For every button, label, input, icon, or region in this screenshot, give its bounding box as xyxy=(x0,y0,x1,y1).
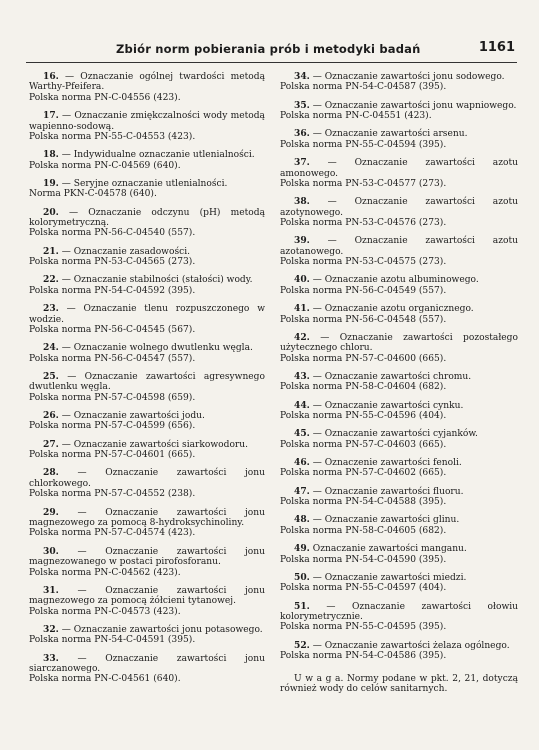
item-description xyxy=(29,625,265,635)
item-description xyxy=(29,440,265,450)
item-text: — Oznaczanie zawartości jonu magnezowego za pomocą żółcieni tytanowej. xyxy=(29,585,265,607)
item-text: — Oznaczanie zawartości azotu azotynowego. xyxy=(280,197,518,218)
norm-reference: Polska norma PN-57-C-04603 (665). xyxy=(280,439,447,450)
list-item xyxy=(29,625,265,646)
item-description xyxy=(29,111,265,132)
list-item xyxy=(29,150,265,171)
norm-reference: Polska norma PN-54-C-04586 (395). xyxy=(280,651,447,662)
item-number: 34. xyxy=(294,71,310,82)
list-item xyxy=(29,372,265,403)
item-text: — Oznaczanie zawartości jonu magnezowanego w postaci pirofosforanu. xyxy=(29,546,265,568)
list-item xyxy=(29,343,265,364)
item-description xyxy=(29,654,265,675)
norm-reference: Polska norma PN-C-04569 (640). xyxy=(29,160,181,171)
norm-reference: Polska norma PN-54-C-04587 (395). xyxy=(280,82,447,93)
norm-reference: Polska norma PN-55-C-04596 (404). xyxy=(280,411,447,422)
list-item xyxy=(280,275,518,296)
norm-reference: Polska norma PN-55-C-04553 (423). xyxy=(29,131,196,142)
item-description xyxy=(280,236,518,257)
item-number: 20. xyxy=(43,206,59,218)
item-description xyxy=(29,275,265,285)
item-number: 47. xyxy=(294,485,310,497)
item-text: — Oznaczanie zawartości fluoru. xyxy=(312,486,464,497)
list-item xyxy=(280,101,518,122)
item-number: 40. xyxy=(294,274,310,286)
norm-reference: Polska norma PN-56-C-04548 (557). xyxy=(280,314,447,325)
item-number: 37. xyxy=(294,157,310,169)
item-number: 24. xyxy=(43,342,59,354)
item-description xyxy=(280,197,518,218)
item-text: — Oznaczanie stabilności (stałości) wody. xyxy=(61,275,253,286)
list-item xyxy=(29,440,265,461)
item-number: 22. xyxy=(43,274,59,286)
item-description xyxy=(29,411,265,421)
norm-reference: Polska norma PN-56-C-04547 (557). xyxy=(29,353,196,364)
norm-reference: Polska norma PN-54-C-04588 (395). xyxy=(280,497,447,508)
running-title: Zbiór norm pobierania prób i metodyki badań xyxy=(116,42,421,56)
right-column xyxy=(280,72,518,694)
item-text: — Oznaczanie zawartości arsenu. xyxy=(312,129,468,140)
item-number: 29. xyxy=(43,506,59,518)
list-item xyxy=(29,508,265,539)
item-number: 36. xyxy=(294,128,310,140)
norm-reference: Polska norma PN-56-C-04549 (557). xyxy=(280,285,447,296)
norm-reference: Polska norma PN-54-C-04590 (395). xyxy=(280,554,447,565)
item-description xyxy=(280,275,518,285)
item-number: 52. xyxy=(294,639,310,651)
item-number: 38. xyxy=(294,196,310,208)
item-description xyxy=(29,508,265,529)
list-item xyxy=(280,236,518,267)
norm-reference: Polska norma PN-53-C-04565 (273). xyxy=(29,257,196,268)
list-item xyxy=(280,197,518,228)
norm-reference: Polska norma PN-54-C-04592 (395). xyxy=(29,285,196,296)
item-number: 41. xyxy=(294,303,310,315)
item-text: — Oznaczanie zawartości siarkowodoru. xyxy=(61,439,249,450)
right-entries xyxy=(280,72,518,662)
item-number: 31. xyxy=(43,584,59,596)
norm-reference: Polska norma PN-57-C-04574 (423). xyxy=(29,528,196,539)
list-item xyxy=(280,515,518,536)
item-number: 30. xyxy=(43,545,59,557)
item-number: 18. xyxy=(43,149,59,161)
norm-reference: Polska norma PN-57-C-04601 (665). xyxy=(29,450,196,461)
item-number: 21. xyxy=(43,245,59,257)
item-description xyxy=(280,602,518,623)
item-description xyxy=(280,304,518,314)
list-item xyxy=(280,602,518,633)
norm-reference: Polska norma PN-58-C-04605 (682). xyxy=(280,525,447,536)
item-text: — Oznaczanie zmiękczalności wody metodą wapienno-sodową. xyxy=(29,111,265,132)
item-text: — Oznaczanie odczynu (pH) metodą kolorymetryczną. xyxy=(29,207,265,229)
norm-reference: Polska norma PN-C-04556 (423). xyxy=(29,92,181,103)
norm-reference: Polska norma PN-57-C-04600 (665). xyxy=(280,353,447,364)
norm-reference: Polska norma PN-53-C-04576 (273). xyxy=(280,218,447,229)
item-description xyxy=(280,429,518,439)
list-item xyxy=(280,544,518,565)
item-text: — Oznaczanie azotu albuminowego. xyxy=(312,275,479,286)
list-item xyxy=(280,487,518,508)
item-text: — Oznaczanie zawartości jonu potasowego. xyxy=(61,624,263,635)
item-description xyxy=(280,573,518,583)
item-text: — Oznaczenie zawartości fenoli. xyxy=(312,458,462,469)
item-number: 23. xyxy=(43,303,59,315)
item-description xyxy=(280,158,518,179)
list-item xyxy=(29,247,265,268)
item-number: 35. xyxy=(294,99,310,111)
item-text: — Oznaczanie zawartości agresywnego dwutlenku węgla. xyxy=(29,371,265,393)
item-text: — Oznaczanie zawartości pozostałego użytecznego chloru. xyxy=(280,332,518,354)
item-description xyxy=(280,129,518,139)
item-text: — Oznaczanie zawartości cynku. xyxy=(312,400,464,411)
list-item xyxy=(29,586,265,617)
item-description xyxy=(29,586,265,607)
list-item xyxy=(29,411,265,432)
norm-reference: Polska norma PN-57-C-04598 (659). xyxy=(29,392,196,403)
item-text: — Oznaczanie zawartości jonu chlorkowego. xyxy=(29,468,265,489)
item-number: 27. xyxy=(43,438,59,450)
item-text: — Oznaczanie zawartości jodu. xyxy=(61,411,205,422)
item-description xyxy=(280,487,518,497)
list-item xyxy=(280,304,518,325)
item-description xyxy=(29,150,265,160)
item-description xyxy=(29,247,265,257)
list-item xyxy=(29,208,265,239)
item-description xyxy=(29,343,265,353)
list-item xyxy=(280,401,518,422)
norm-reference: Polska norma PN-55-C-04595 (395). xyxy=(280,622,447,633)
norm-reference: Polska norma PN-55-C-04594 (395). xyxy=(280,139,447,150)
item-text: — Oznaczanie zawartości azotu azotanowego. xyxy=(280,236,518,257)
item-text: — Oznaczanie zawartości ołowiu kolorymetrycznie. xyxy=(280,601,518,622)
norm-reference: Polska norma PN-53-C-04575 (273). xyxy=(280,257,447,268)
item-description xyxy=(29,208,265,229)
list-item xyxy=(280,641,518,662)
item-number: 49. xyxy=(294,543,310,555)
left-column xyxy=(29,72,265,693)
item-number: 48. xyxy=(294,514,310,526)
item-description xyxy=(280,458,518,468)
list-item xyxy=(29,468,265,499)
item-number: 19. xyxy=(43,177,59,189)
item-number: 44. xyxy=(294,399,310,411)
norm-reference: Polska norma PN-55-C-04597 (404). xyxy=(280,583,447,594)
list-item xyxy=(280,573,518,594)
item-number: 45. xyxy=(294,428,310,440)
item-text: — Oznaczanie zawartości chromu. xyxy=(312,371,472,382)
item-text: — Oznaczanie zawartości azotu amonowego. xyxy=(280,158,518,179)
item-text: — Indywidualne oznaczanie utlenialności. xyxy=(61,150,255,161)
list-item xyxy=(29,654,265,685)
item-text: — Oznaczanie zawartości jonu wapniowego. xyxy=(312,100,517,111)
norm-reference: Polska norma PN-53-C-04577 (273). xyxy=(280,178,447,189)
item-text: — Oznaczanie zawartości miedzi. xyxy=(312,572,467,583)
item-description xyxy=(29,179,265,189)
note-paragraph: U w a g a. Normy podane w pkt. 2, 21, dotyczą również wody do celów sanitarnych. xyxy=(280,673,518,694)
item-description xyxy=(29,72,265,93)
item-number: 28. xyxy=(43,467,59,479)
item-text: — Oznaczanie zawartości jonu sodowego. xyxy=(312,72,505,82)
item-text: — Oznaczanie zawartości jonu magnezowego za pomocą 8-hydroksychinoliny. xyxy=(29,507,265,528)
item-text: — Oznaczanie tlenu rozpuszczonego w wodzie. xyxy=(29,304,265,325)
item-number: 39. xyxy=(294,235,310,247)
list-item xyxy=(280,333,518,364)
page-number: 1161 xyxy=(478,40,515,55)
item-text: Oznaczanie zawartości manganu. xyxy=(312,544,467,555)
norm-reference: Polska norma PN-C-04562 (423). xyxy=(29,567,181,578)
item-number: 17. xyxy=(43,110,59,122)
item-description xyxy=(29,547,265,568)
item-number: 50. xyxy=(294,571,310,583)
norm-reference: Polska norma PN-C-04573 (423). xyxy=(29,606,181,617)
list-item xyxy=(29,111,265,142)
item-description xyxy=(29,304,265,325)
norm-reference: Polska norma PN-58-C-04604 (682). xyxy=(280,382,447,393)
norm-reference: Polska norma PN-C-04551 (423). xyxy=(280,111,432,122)
item-number: 46. xyxy=(294,457,310,469)
item-number: 25. xyxy=(43,370,59,382)
item-text: — Oznaczanie zasadowości. xyxy=(61,246,191,257)
item-description xyxy=(280,72,518,82)
item-description xyxy=(280,101,518,111)
list-item xyxy=(280,372,518,393)
item-text: — Oznaczanie zawartości glinu. xyxy=(312,515,460,526)
item-description xyxy=(29,468,265,489)
item-description xyxy=(280,515,518,525)
page-header xyxy=(26,40,517,63)
item-text: — Oznaczanie zawartości cyjanków. xyxy=(312,429,478,440)
item-number: 32. xyxy=(43,623,59,635)
norm-reference: Polska norma PN-56-C-04540 (557). xyxy=(29,228,196,239)
norm-reference: Norma PKN-C-04578 (640). xyxy=(29,189,157,200)
list-item xyxy=(29,275,265,296)
list-item xyxy=(280,72,518,93)
item-text: — Oznaczanie wolnego dwutlenku węgla. xyxy=(61,343,253,354)
norm-reference: Polska norma PN-57-C-04599 (656). xyxy=(29,421,196,432)
item-number: 16. xyxy=(43,71,59,82)
item-text: — Seryjne oznaczanie utlenialności. xyxy=(61,178,228,189)
norm-reference: Polska norma PN-56-C-04545 (567). xyxy=(29,324,196,335)
item-number: 42. xyxy=(294,331,310,343)
list-item xyxy=(29,72,265,103)
list-item xyxy=(280,158,518,189)
norm-reference: Polska norma PN-C-04561 (640). xyxy=(29,674,181,685)
list-item xyxy=(29,179,265,200)
norm-reference: Polska norma PN-57-C-04602 (665). xyxy=(280,468,447,479)
list-item xyxy=(280,458,518,479)
item-number: 26. xyxy=(43,410,59,422)
item-description xyxy=(280,641,518,651)
list-item xyxy=(280,129,518,150)
item-text: — Oznaczanie zawartości jonu siarczanowego. xyxy=(29,653,265,675)
item-text: — Oznaczanie ogólnej twardości metodą Warthy-Pfeifera. xyxy=(29,72,265,93)
list-item xyxy=(280,429,518,450)
item-description xyxy=(280,401,518,411)
item-description xyxy=(280,333,518,354)
item-description xyxy=(280,544,518,554)
item-text: — Oznaczanie azotu organicznego. xyxy=(312,304,474,315)
list-item xyxy=(29,304,265,335)
item-number: 43. xyxy=(294,370,310,382)
item-number: 51. xyxy=(294,600,310,612)
item-description xyxy=(29,372,265,393)
list-item xyxy=(29,547,265,578)
item-number: 33. xyxy=(43,652,59,664)
norm-reference: Polska norma PN-57-C-04552 (238). xyxy=(29,489,196,500)
norm-reference: Polska norma PN-54-C-04591 (395). xyxy=(29,635,196,646)
item-description xyxy=(280,372,518,382)
item-text: — Oznaczanie zawartości żelaza ogólnego. xyxy=(312,640,510,651)
